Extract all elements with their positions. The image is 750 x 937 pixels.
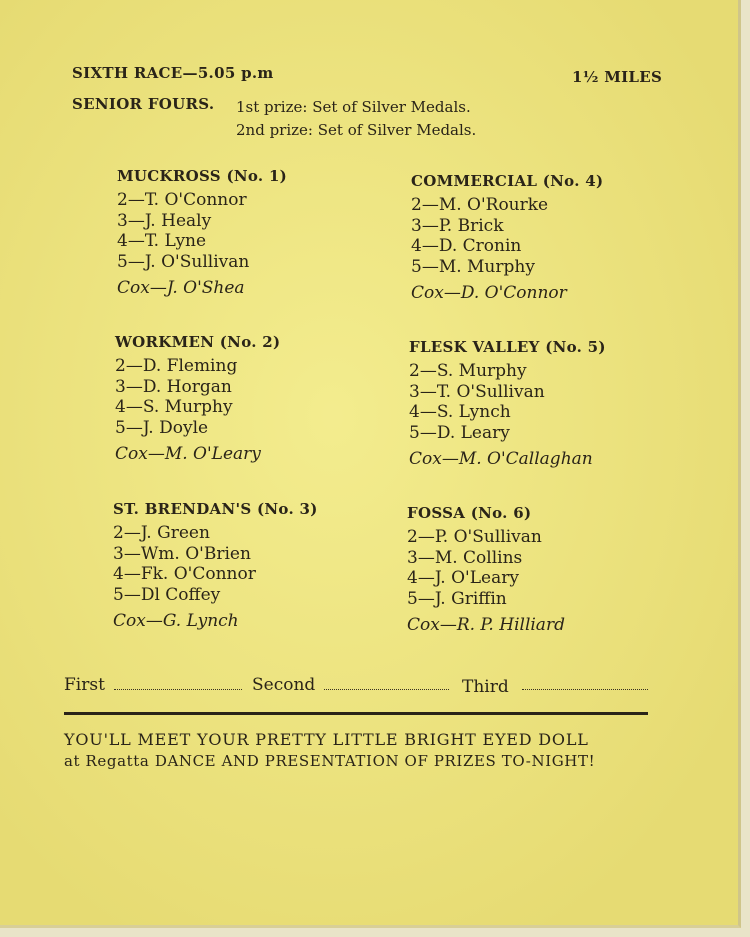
crew-name: ST. BRENDAN'S (No. 3)	[113, 500, 318, 518]
crew-flesk-valley	[409, 338, 709, 469]
crew-workmen	[115, 333, 415, 464]
rower-4: 4—Fk. O'Connor	[113, 564, 256, 584]
rower-5: 5—D. Leary	[409, 422, 510, 443]
cox: Cox—G. Lynch	[113, 611, 239, 631]
rower-3: 3—J. Healy	[117, 210, 212, 231]
rower-4: 4—S. Murphy	[115, 397, 233, 417]
rower-2: 2—T. O'Connor	[117, 190, 247, 210]
rower-2: 2—S. Murphy	[409, 361, 527, 381]
second-label: Second	[252, 675, 316, 695]
rower-4: 4—D. Cronin	[411, 236, 522, 256]
crew-fossa	[407, 504, 707, 635]
first-label: First	[64, 675, 105, 695]
first-prize: 1st prize: Set of Silver Medals.	[236, 98, 471, 116]
divider-rule	[64, 712, 648, 715]
cox: Cox—D. O'Connor	[411, 283, 567, 303]
placings-line	[64, 675, 654, 699]
crew-name: FLESK VALLEY (No. 5)	[409, 338, 606, 356]
crew-st-brendans	[113, 500, 413, 631]
footer-headline: YOU'LL MEET YOUR PRETTY LITTLE BRIGHT EYED DOLL	[64, 730, 589, 749]
race-title: SIXTH RACE—5.05 p.m	[72, 64, 274, 82]
rower-3: 3—T. O'Sullivan	[409, 381, 545, 402]
crew-muckross	[117, 167, 417, 298]
rower-5: 5—J. Doyle	[115, 417, 209, 438]
cox: Cox—M. O'Callaghan	[409, 449, 593, 469]
rower-5: 5—M. Murphy	[411, 256, 535, 277]
cox: Cox—J. O'Shea	[117, 278, 245, 298]
rower-3: 3—D. Horgan	[115, 376, 232, 397]
crew-commercial	[411, 172, 711, 303]
rower-3: 3—P. Brick	[411, 215, 504, 236]
rower-5: 5—J. O'Sullivan	[117, 251, 250, 272]
cox: Cox—M. O'Leary	[115, 444, 261, 464]
crew-name: MUCKROSS (No. 1)	[117, 167, 288, 185]
cox: Cox—R. P. Hilliard	[407, 615, 565, 635]
rower-3: 3—Wm. O'Brien	[113, 543, 251, 564]
first-blank[interactable]	[114, 675, 242, 690]
second-prize: 2nd prize: Set of Silver Medals.	[236, 121, 477, 139]
rower-5: 5—Dl Coffey	[113, 584, 221, 605]
crew-name: FOSSA (No. 6)	[407, 504, 532, 522]
crew-name: WORKMEN (No. 2)	[115, 333, 281, 351]
footer-subline: at Regatta DANCE AND PRESENTATION OF PRIZES TO-NIGHT!	[64, 752, 596, 770]
race-distance: 1½ MILES	[572, 68, 663, 86]
rower-4: 4—S. Lynch	[409, 402, 511, 422]
rower-2: 2—P. O'Sullivan	[407, 527, 542, 547]
rower-2: 2—J. Green	[113, 523, 210, 543]
rower-3: 3—M. Collins	[407, 547, 523, 568]
third-label: Third	[462, 677, 509, 697]
crew-name: COMMERCIAL (No. 4)	[411, 172, 604, 190]
rower-4: 4—J. O'Leary	[407, 568, 519, 588]
rower-4: 4—T. Lyne	[117, 231, 207, 251]
rower-5: 5—J. Griffin	[407, 588, 507, 609]
rower-2: 2—D. Fleming	[115, 356, 238, 376]
rower-2: 2—M. O'Rourke	[411, 195, 549, 215]
event-name: SENIOR FOURS.	[72, 95, 215, 113]
